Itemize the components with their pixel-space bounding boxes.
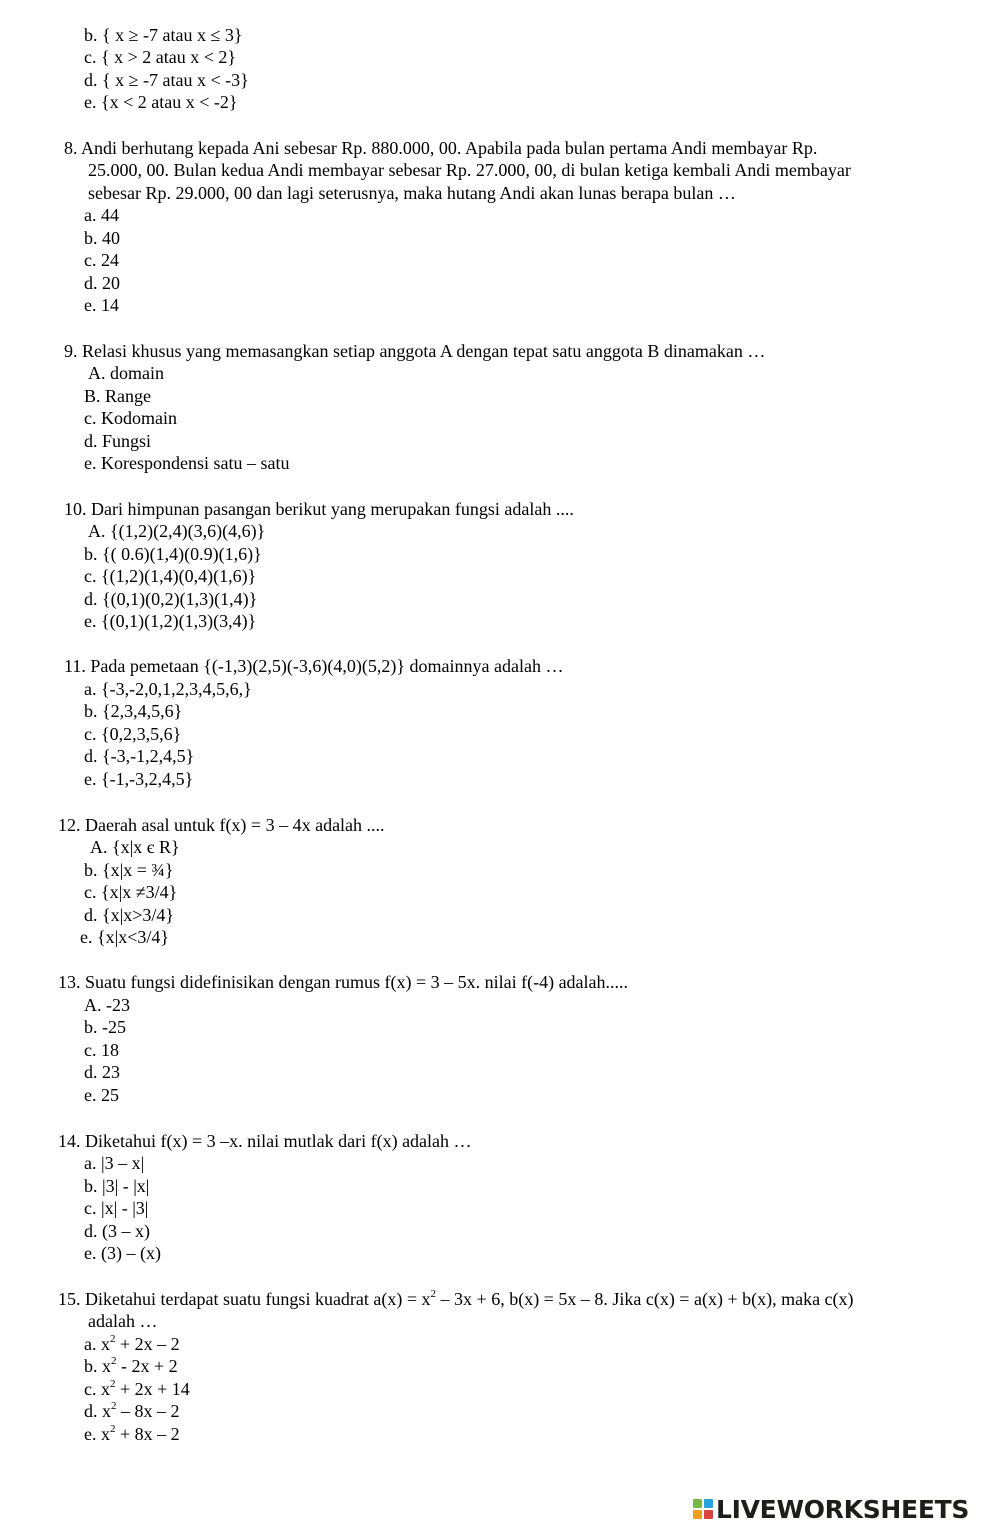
logo-square-blue xyxy=(704,1499,713,1508)
q9-option-d: d. Fungsi xyxy=(84,431,152,451)
q15-option-a-exponent: 2 xyxy=(110,1333,116,1345)
q11-option-c: c. {0,2,3,5,6} xyxy=(84,724,182,744)
q14-option-d: d. (3 – x) xyxy=(84,1221,150,1241)
q15-stem-line-1 xyxy=(58,1288,854,1310)
q14-option-e: e. (3) – (x) xyxy=(84,1243,161,1263)
q15-option-d xyxy=(84,1400,180,1422)
q8-stem-line-3: sebesar Rp. 29.000, 00 dan lagi seterusnya, maka hutang Andi akan lunas berapa bulan … xyxy=(88,183,736,203)
q15-option-c-rest: + 2x + 14 xyxy=(115,1379,190,1399)
liveworksheets-logo-icon xyxy=(693,1499,713,1519)
q15-option-d-exponent: 2 xyxy=(111,1400,117,1412)
q11-option-d: d. {-3,-1,2,4,5} xyxy=(84,746,195,766)
q10-option-d: d. {(0,1)(0,2)(1,3)(1,4)} xyxy=(84,589,258,609)
q12-stem: 12. Daerah asal untuk f(x) = 3 – 4x adalah .... xyxy=(58,815,385,835)
q15-stem-part-a: 15. Diketahui terdapat suatu fungsi kuadrat a(x) = x xyxy=(58,1289,431,1309)
q11-stem: 11. Pada pemetaan {(-1,3)(2,5)(-3,6)(4,0)(5,2)} domainnya adalah … xyxy=(64,656,564,676)
q8-stem-line-2: 25.000, 00. Bulan kedua Andi membayar sebesar Rp. 27.000, 00, di bulan ketiga kembali Andi membayar xyxy=(88,160,851,180)
q8-option-b: b. 40 xyxy=(84,228,120,248)
q8-option-c: c. 24 xyxy=(84,250,119,270)
q15-option-b-exponent: 2 xyxy=(111,1355,117,1367)
q7-option-b: b. { x ≥ -7 atau x ≤ 3} xyxy=(84,25,243,45)
q15-option-b-rest: - 2x + 2 xyxy=(116,1356,178,1376)
q9-option-e: e. Korespondensi satu – satu xyxy=(84,453,290,473)
q12-option-b: b. {x|x = ¾} xyxy=(84,860,174,880)
q15-option-c-exponent: 2 xyxy=(110,1378,116,1390)
logo-square-green xyxy=(693,1499,702,1508)
q8-option-a: a. 44 xyxy=(84,205,119,225)
q13-stem: 13. Suatu fungsi didefinisikan dengan rumus f(x) = 3 – 5x. nilai f(-4) adalah..... xyxy=(58,972,629,992)
q7-option-c: c. { x > 2 atau x < 2} xyxy=(84,47,237,67)
q12-option-a: A. {x|x є R} xyxy=(90,837,180,857)
q15-option-e-rest: + 8x – 2 xyxy=(115,1424,180,1444)
q9-stem: 9. Relasi khusus yang memasangkan setiap anggota A dengan tepat satu anggota B dinamakan … xyxy=(64,341,766,361)
q14-option-b: b. |3| - |x| xyxy=(84,1176,150,1196)
q9-option-b: B. Range xyxy=(84,386,151,406)
q13-option-b: b. -25 xyxy=(84,1017,126,1037)
q8-option-e: e. 14 xyxy=(84,295,119,315)
q15-option-c xyxy=(84,1378,190,1400)
q10-option-b: b. {( 0.6)(1,4)(0.9)(1,6)} xyxy=(84,544,262,564)
q15-option-d-rest: – 8x – 2 xyxy=(116,1401,180,1421)
q10-option-a: A. {(1,2)(2,4)(3,6)(4,6)} xyxy=(88,521,266,541)
q10-stem: 10. Dari himpunan pasangan berikut yang merupakan fungsi adalah .... xyxy=(64,499,574,519)
q13-option-e: e. 25 xyxy=(84,1085,119,1105)
q13-option-d: d. 23 xyxy=(84,1062,120,1082)
q15-option-e-exponent: 2 xyxy=(110,1423,116,1435)
q10-option-e: e. {(0,1)(1,2)(1,3)(3,4)} xyxy=(84,611,257,631)
q14-option-c: c. |x| - |3| xyxy=(84,1198,149,1218)
q13-option-c: c. 18 xyxy=(84,1040,119,1060)
q9-option-c: c. Kodomain xyxy=(84,408,177,428)
q11-option-a: a. {-3,-2,0,1,2,3,4,5,6,} xyxy=(84,679,252,699)
q13-option-a: A. -23 xyxy=(84,995,130,1015)
q15-option-a-rest: + 2x – 2 xyxy=(115,1334,180,1354)
q15-option-d-base: d. x xyxy=(84,1401,111,1421)
q15-option-e xyxy=(84,1423,180,1445)
liveworksheets-logo xyxy=(693,1494,969,1524)
q15-option-b-base: b. x xyxy=(84,1356,111,1376)
q15-option-a-base: a. x xyxy=(84,1334,110,1354)
q12-option-c: c. {x|x ≠3/4} xyxy=(84,882,178,902)
q9-option-a: A. domain xyxy=(88,363,164,383)
q15-stem-exponent: 2 xyxy=(430,1288,437,1300)
q15-option-a xyxy=(84,1333,180,1355)
q15-option-e-base: e. x xyxy=(84,1424,110,1444)
q11-option-b: b. {2,3,4,5,6} xyxy=(84,701,183,721)
q15-stem-part-b: – 3x + 6, b(x) = 5x – 8. Jika c(x) = a(x) + b(x), maka c(x) xyxy=(436,1289,854,1309)
q8-stem-line-1: 8. Andi berhutang kepada Ani sebesar Rp. 880.000, 00. Apabila pada bulan pertama Andi membayar Rp. xyxy=(64,138,818,158)
q15-option-b xyxy=(84,1355,178,1377)
q15-option-c-base: c. x xyxy=(84,1379,110,1399)
logo-square-red xyxy=(704,1510,713,1519)
q7-option-d: d. { x ≥ -7 atau x < -3} xyxy=(84,70,249,90)
logo-square-orange xyxy=(693,1510,702,1519)
q15-stem-line-2: adalah … xyxy=(88,1311,158,1331)
q7-option-e: e. {x < 2 atau x < -2} xyxy=(84,92,238,112)
q11-option-e: e. {-1,-3,2,4,5} xyxy=(84,769,194,789)
q12-option-e: e. {x|x<3/4} xyxy=(80,927,170,947)
q8-option-d: d. 20 xyxy=(84,273,120,293)
q10-option-c: c. {(1,2)(1,4)(0,4)(1,6)} xyxy=(84,566,257,586)
q12-option-d: d. {x|x>3/4} xyxy=(84,905,175,925)
q14-option-a: a. |3 – x| xyxy=(84,1153,145,1173)
q14-stem: 14. Diketahui f(x) = 3 –x. nilai mutlak dari f(x) adalah … xyxy=(58,1131,472,1151)
liveworksheets-wordmark: LIVEWORKSHEETS xyxy=(716,1494,970,1524)
